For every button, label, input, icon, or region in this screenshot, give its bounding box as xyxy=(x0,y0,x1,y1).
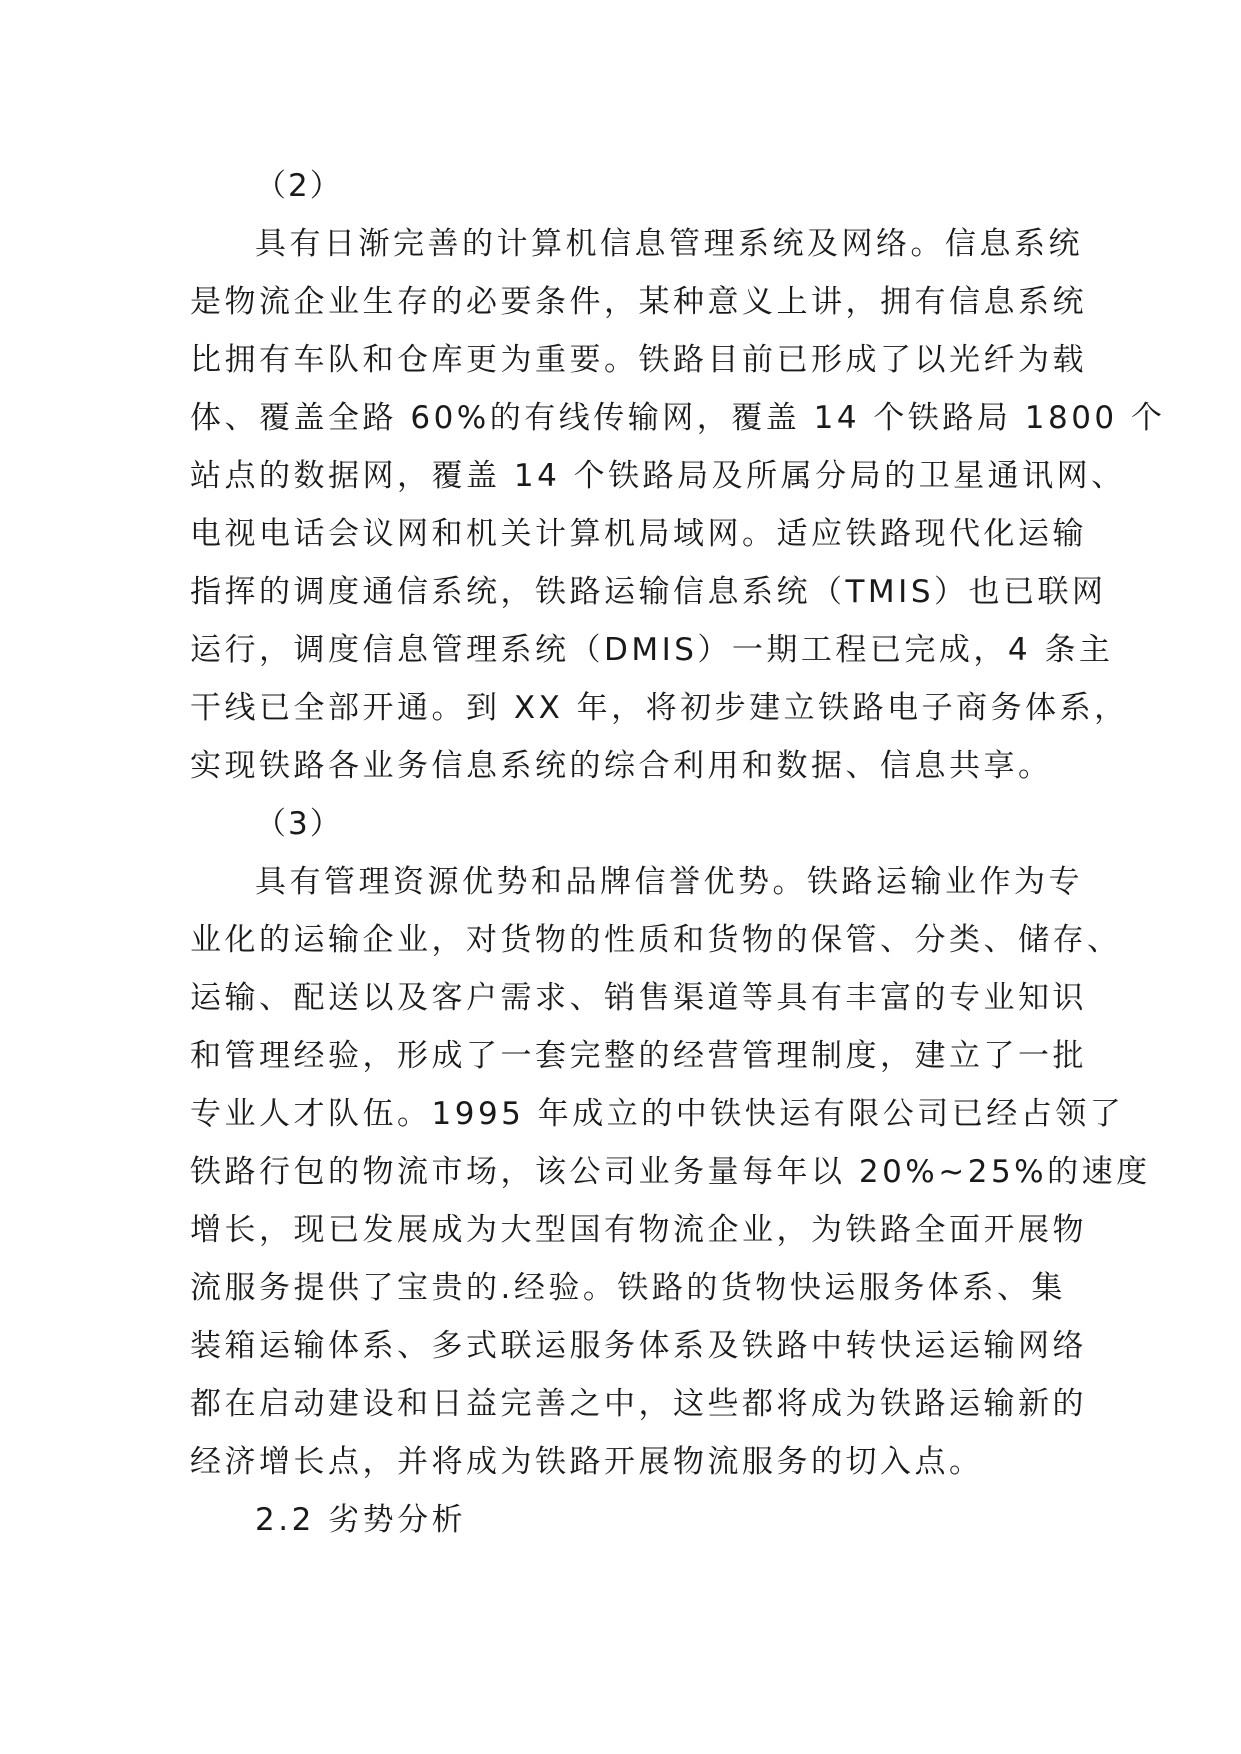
paragraph-line: 实现铁路各业务信息系统的综合利用和数据、信息共享。 xyxy=(190,748,1053,784)
section-3-label: （3） xyxy=(255,806,343,842)
paragraph-line: 运行，调度信息管理系统（DMIS）一期工程已完成，4 条主 xyxy=(190,632,1114,668)
paragraph-line: 装箱运输体系、多式联运服务体系及铁路中转快运运输网络 xyxy=(190,1328,1087,1364)
paragraph-line: 是物流企业生存的必要条件，某种意义上讲，拥有信息系统 xyxy=(190,284,1087,320)
paragraph-line: 运输、配送以及客户需求、销售渠道等具有丰富的专业知识 xyxy=(190,980,1087,1016)
section-heading: 2.2 劣势分析 xyxy=(255,1502,467,1538)
paragraph-line: 专业人才队伍。1995 年成立的中铁快运有限公司已经占领了 xyxy=(190,1096,1125,1132)
paragraph-line: 增长，现已发展成为大型国有物流企业，为铁路全面开展物 xyxy=(190,1212,1087,1248)
paragraph-line: 经济增长点，并将成为铁路开展物流服务的切入点。 xyxy=(190,1444,984,1480)
paragraph-line: 业化的运输企业，对货物的性质和货物的保管、分类、储存、 xyxy=(190,922,1122,958)
paragraph-line: 指挥的调度通信系统，铁路运输信息系统（TMIS）也已联网 xyxy=(190,574,1107,610)
paragraph-line: 具有日渐完善的计算机信息管理系统及网络。信息系统 xyxy=(255,226,1083,262)
paragraph-line: 比拥有车队和仓库更为重要。铁路目前已形成了以光纤为载 xyxy=(190,342,1087,378)
paragraph-line: 都在启动建设和日益完善之中，这些都将成为铁路运输新的 xyxy=(190,1386,1087,1422)
paragraph-line: 干线已全部开通。到 XX 年，将初步建立铁路电子商务体系， xyxy=(190,690,1129,726)
paragraph-line: 流服务提供了宝贵的.经验。铁路的货物快运服务体系、集 xyxy=(190,1270,1066,1306)
paragraph-line: 体、覆盖全路 60%的有线传输网，覆盖 14 个铁路局 1800 个 xyxy=(190,400,1166,436)
paragraph-line: 铁路行包的物流市场，该公司业务量每年以 20%~25%的速度 xyxy=(190,1154,1151,1190)
paragraph-line: 和管理经验，形成了一套完整的经营管理制度，建立了一批 xyxy=(190,1038,1087,1074)
paragraph-line: 具有管理资源优势和品牌信誉优势。铁路运输业作为专 xyxy=(255,864,1083,900)
paragraph-line: 站点的数据网，覆盖 14 个铁路局及所属分局的卫星通讯网、 xyxy=(190,458,1126,494)
section-2-label: （2） xyxy=(255,168,343,204)
paragraph-line: 电视电话会议网和机关计算机局域网。适应铁路现代化运输 xyxy=(190,516,1087,552)
